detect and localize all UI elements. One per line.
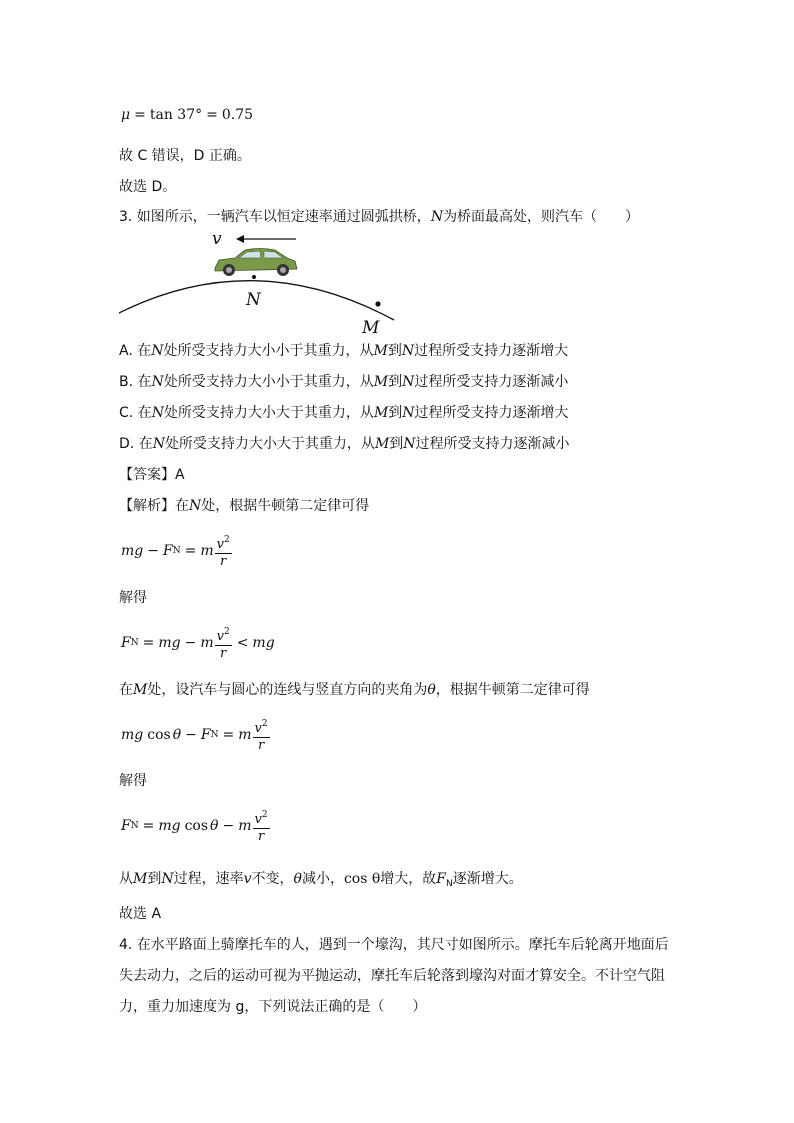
velocity-label: v: [212, 229, 222, 249]
text-choose-a: 故选 A: [119, 906, 162, 922]
bridge-figure: [115, 225, 415, 340]
at-M-line: 在M处，设汽车与圆心的连线与竖直方向的夹角为θ，根据牛顿第二定律可得: [119, 682, 590, 698]
question-4-line-2: 失去动力，之后的运动可视为平抛运动，摩托车后轮落到壕沟对面才算安全。不计空气阻: [119, 968, 665, 984]
analysis-line: 【解析】在N处，根据牛顿第二定律可得: [119, 498, 370, 514]
option-c[interactable]: C. 在N处所受支持力大小大于其重力，从M到N过程所受支持力逐渐增大: [119, 405, 569, 421]
solve-2: 解得: [119, 773, 147, 789]
final-conclusion: 从M到N过程，速率v不变，θ减小，cos θ增大，故$F_N$逐渐增大。: [119, 871, 523, 889]
option-a[interactable]: A. 在N处所受支持力大小小于其重力，从M到N过程所受支持力逐渐增大: [119, 343, 569, 359]
point-M: [375, 301, 380, 306]
equation-4: F N = mg cos θ − m $\frac{v^2}{r}$: [121, 807, 271, 845]
answer-line: 【答案】A: [119, 467, 185, 483]
question-3: 3. 如图所示，一辆汽车以恒定速率通过圆弧拱桥，N为桥面最高处，则汽车（ ）: [119, 209, 640, 225]
label-M: M: [362, 318, 380, 338]
label-N: N: [246, 290, 261, 310]
car-icon: [215, 249, 297, 277]
equation-1: mg − F N = m $\frac{v^2}{r}$: [121, 532, 233, 570]
option-b[interactable]: B. 在N处所受支持力大小小于其重力，从M到N过程所受支持力逐渐减小: [119, 374, 569, 390]
text-choose-d: 故选 D。: [119, 179, 177, 195]
equation-3: mg cos θ − F N = m $\frac{v^2}{r}$: [121, 716, 271, 754]
question-4-line-1: 4. 在水平路面上骑摩托车的人，遇到一个壕沟，其尺寸如图所示。摩托车后轮离开地面后: [119, 937, 669, 953]
equation-2: F N = mg − m $\frac{v^2}{r}$ < mg: [121, 624, 275, 662]
formula-mu: μ = tan 37° = 0.75: [121, 107, 254, 123]
option-d[interactable]: D. 在N处所受支持力大小大于其重力，从M到N过程所受支持力逐渐减小: [119, 436, 570, 452]
text-c-wrong: 故 C 错误，D 正确。: [119, 148, 251, 164]
point-N: [252, 275, 256, 279]
velocity-arrowhead: [236, 235, 244, 243]
solve-1: 解得: [119, 590, 147, 606]
question-4-line-3: 力，重力加速度为 g，下列说法正确的是（ ）: [119, 999, 427, 1015]
